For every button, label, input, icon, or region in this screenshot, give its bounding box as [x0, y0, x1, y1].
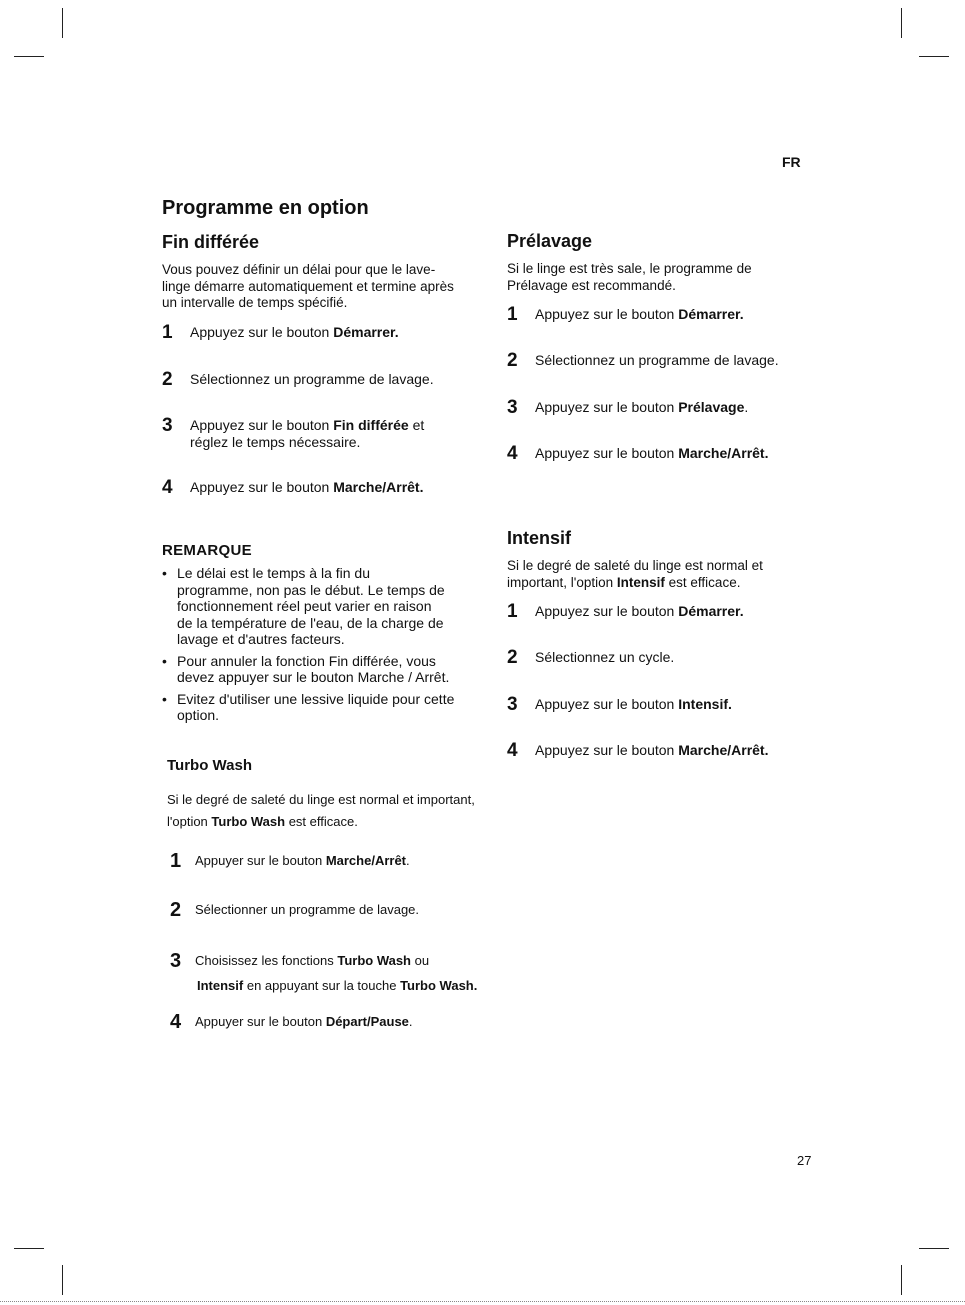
step-number: 1 [507, 601, 518, 622]
fin-differee-step-1 [162, 323, 399, 343]
fin-differee-intro: Vous pouvez définir un délai pour que le lave- linge démarre automatiquement et termine après un intervalle de temps spécifié. [162, 262, 454, 310]
step-number: 4 [507, 740, 518, 761]
step-number: 3 [507, 397, 518, 418]
crop-mark-bottom-right-horizontal [919, 1248, 949, 1249]
turbo-wash-step-1 [170, 851, 410, 871]
page-title: Programme en option [162, 197, 369, 219]
step-text: Appuyez sur le bouton Marche/Arrêt. [190, 479, 424, 495]
crop-mark-bottom-right-vertical [901, 1265, 902, 1295]
crop-mark-top-right-vertical [901, 8, 902, 38]
crop-mark-top-right-horizontal [919, 56, 949, 57]
step-text: Sélectionner un programme de lavage. [195, 902, 420, 917]
step-number: 3 [170, 950, 182, 972]
language-tag: FR [782, 154, 801, 170]
turbo-wash-step-3 [170, 951, 477, 994]
step-text: Appuyez sur le bouton Intensif. [535, 696, 732, 712]
turbo-wash-step-2 [170, 900, 419, 920]
crop-mark-top-left-horizontal [14, 56, 44, 57]
step-text: Sélectionnez un cycle. [535, 649, 675, 665]
prelavage-step-1 [507, 305, 744, 325]
step-number: 4 [162, 477, 173, 498]
step-number: 4 [170, 1011, 182, 1033]
step-number: 3 [507, 694, 518, 715]
remark-item: • Le délai est le temps à la fin du programme, non pas le début. Le temps de fonctionnement réel peut varier en raison de la température de l'eau, de la charge de lavage et d'autres facteurs. [162, 565, 482, 648]
crop-mark-bottom-left-vertical [62, 1265, 63, 1295]
section-title-fin-differee: Fin différée [162, 232, 260, 252]
fin-differee-step-3 [162, 416, 424, 451]
fin-differee-step-2 [162, 370, 434, 390]
step-number: 1 [162, 322, 173, 343]
step-text: Appuyez sur le bouton Marche/Arrêt. [535, 445, 769, 461]
step-text: Appuyez sur le bouton Prélavage. [535, 399, 749, 415]
step-text: Appuyez sur le bouton Fin différée et réglez le temps nécessaire. [190, 417, 425, 450]
intensif-step-2 [507, 648, 674, 668]
page-bottom-rule [0, 1301, 965, 1302]
remark-item: • Pour annuler la fonction Fin différée, vous devez appuyer sur le bouton Marche / Arrêt. [162, 653, 482, 686]
intensif-step-3 [507, 695, 732, 715]
step-text: Sélectionnez un programme de lavage. [535, 352, 779, 368]
remark-title: REMARQUE [162, 542, 252, 559]
step-number: 4 [507, 443, 518, 464]
step-number: 2 [170, 899, 182, 921]
prelavage-intro: Si le linge est très sale, le programme de Prélavage est recommandé. [507, 261, 752, 293]
step-text: Appuyez sur le bouton Démarrer. [535, 306, 744, 322]
section-title-prelavage: Prélavage [507, 231, 593, 251]
step-text: Appuyez sur le bouton Démarrer. [190, 324, 399, 340]
step-number: 2 [507, 647, 518, 668]
fin-differee-step-4 [162, 478, 423, 498]
turbo-wash-step-4 [170, 1012, 413, 1032]
step-text: Choisissez les fonctions Turbo Wash ou Intensif en appuyant sur la touche Turbo Wash. [195, 953, 478, 993]
step-text: Appuyer sur le bouton Départ/Pause. [195, 1014, 413, 1029]
prelavage-step-2 [507, 351, 779, 371]
step-number: 2 [162, 369, 173, 390]
step-number: 1 [170, 850, 182, 872]
crop-mark-bottom-left-horizontal [14, 1248, 44, 1249]
step-number: 1 [507, 304, 518, 325]
step-text: Appuyez sur le bouton Démarrer. [535, 603, 744, 619]
remark-item: • Evitez d'utiliser une lessive liquide pour cette option. [162, 691, 482, 724]
intensif-step-1 [507, 602, 744, 622]
intensif-intro: Si le degré de saleté du linge est normal et important, l'option Intensif est efficace. [507, 558, 763, 590]
step-text: Appuyez sur le bouton Marche/Arrêt. [535, 742, 769, 758]
prelavage-step-3 [507, 398, 748, 418]
intensif-step-4 [507, 741, 768, 761]
section-title-intensif: Intensif [507, 528, 572, 548]
page-number: 27 [797, 1153, 812, 1168]
crop-mark-top-left-vertical [62, 8, 63, 38]
step-number: 3 [162, 415, 173, 436]
remark-list [162, 565, 482, 729]
section-title-turbo-wash: Turbo Wash [167, 757, 252, 774]
prelavage-step-4 [507, 444, 768, 464]
turbo-wash-intro: Si le degré de saleté du linge est normal et important, l'option Turbo Wash est efficace. [167, 792, 475, 829]
step-number: 2 [507, 350, 518, 371]
step-text: Appuyer sur le bouton Marche/Arrêt. [195, 853, 410, 868]
step-text: Sélectionnez un programme de lavage. [190, 371, 434, 387]
